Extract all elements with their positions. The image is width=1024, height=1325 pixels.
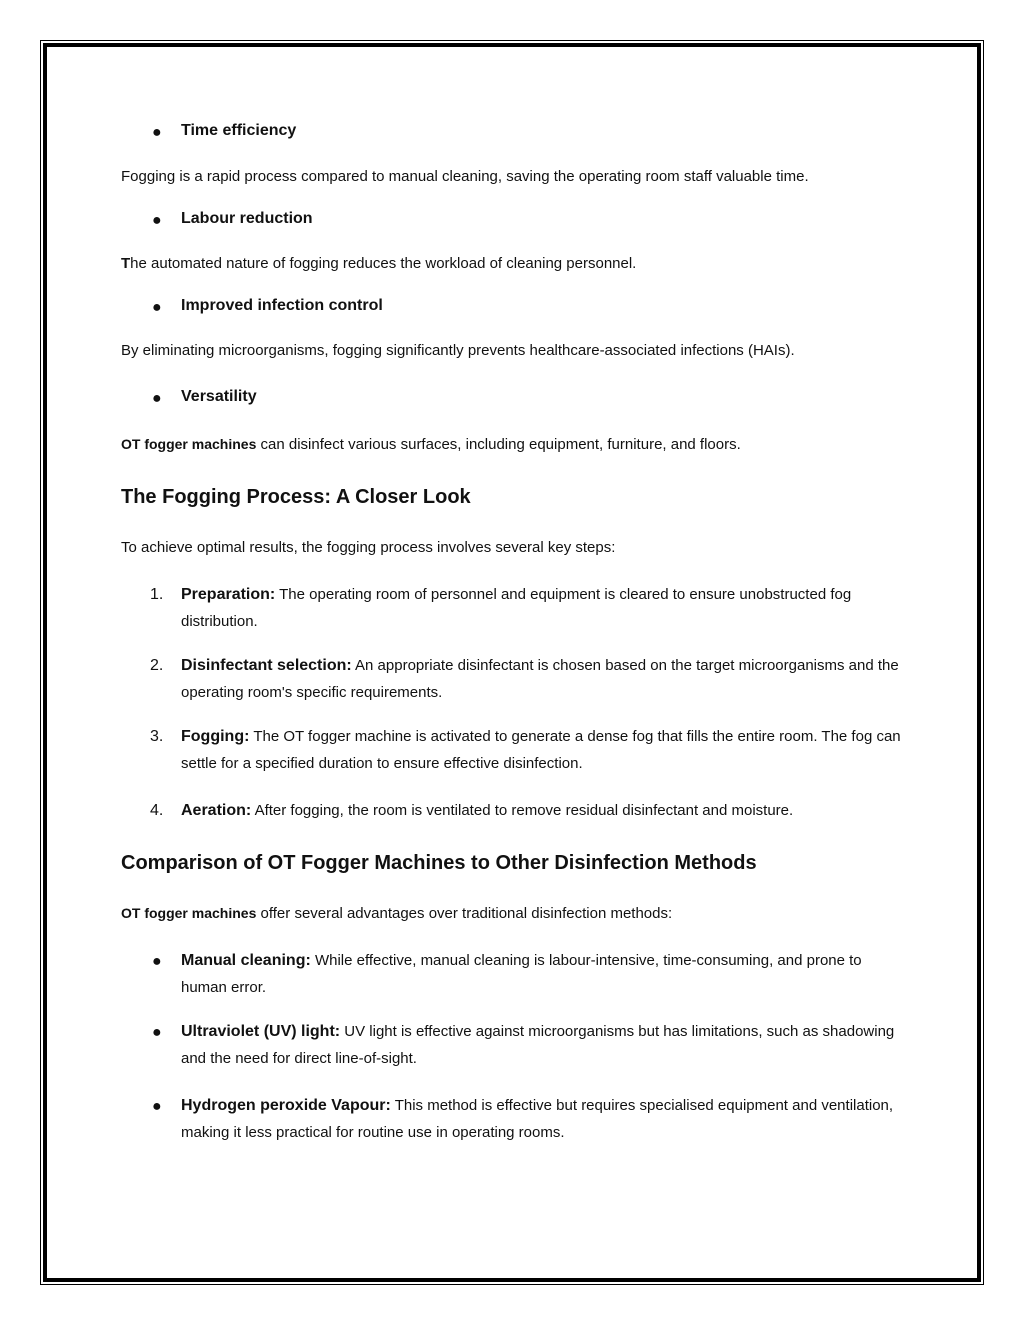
step-item [181,723,911,777]
bullet: ● [152,1024,162,1041]
step-number: 3. [150,728,164,745]
step-label: Fogging: [181,728,250,745]
benefit-body: he automated nature of fogging reduces the workload of cleaning personnel. [130,255,637,272]
benefit-text: By eliminating microorganisms, fogging significantly prevents healthcare-associated infections (HAIs). [121,342,795,359]
method-label: Hydrogen peroxide Vapour: [181,1097,391,1114]
benefit-title: Time efficiency [181,122,297,139]
method-label: Ultraviolet (UV) light: [181,1023,341,1040]
bullet: ● [152,299,162,316]
intro-lead: OT fogger machines [121,905,257,921]
bullet: ● [152,212,162,229]
section-intro: To achieve optimal results, the fogging process involves several key steps: [121,539,616,556]
step-label: Aeration: [181,802,252,819]
benefit-lead: T [121,255,131,272]
method-item [181,947,911,1001]
benefit-text: Fogging is a rapid process compared to manual cleaning, saving the operating room staff valuable time. [121,168,809,185]
method-text: While effective, manual cleaning is labour-intensive, time-consuming, and prone to human error. [181,952,862,996]
method-item [181,1018,911,1072]
step-number: 4. [150,802,164,819]
benefit-lead: OT fogger machines [121,436,257,452]
step-label: Disinfectant selection: [181,657,352,674]
step-item [181,797,911,824]
benefit-title: Labour reduction [181,210,313,227]
bullet: ● [152,390,162,407]
method-text: UV light is effective against microorganisms but has limitations, such as shadowing and the need for direct line-of-sight. [181,1023,895,1067]
method-label: Manual cleaning: [181,952,311,969]
step-number: 1. [150,586,164,603]
benefit-body: can disinfect various surfaces, including equipment, furniture, and floors. [256,436,741,453]
section-heading: The Fogging Process: A Closer Look [121,486,471,508]
intro-body: offer several advantages over traditional disinfection methods: [256,905,673,922]
step-label: Preparation: [181,586,276,603]
method-item [181,1092,911,1146]
benefit-text [121,436,741,453]
benefit-title: Versatility [181,388,257,405]
bullet: ● [152,1098,162,1115]
step-text: After fogging, the room is ventilated to remove residual disinfectant and moisture. [251,802,794,819]
method-text: This method is effective but requires specialised equipment and ventilation, making it less practical for routine use in operating rooms. [181,1097,894,1141]
section-intro [121,905,672,922]
step-item [181,652,911,706]
benefit-text [121,255,636,272]
step-text: The OT fogger machine is activated to generate a dense fog that fills the entire room. The fog can settle for a specified duration to ensure effective disinfection. [181,728,901,772]
step-text: The operating room of personnel and equipment is cleared to ensure unobstructed fog distribution. [181,586,852,630]
section-heading: Comparison of OT Fogger Machines to Other Disinfection Methods [121,852,757,874]
benefit-title: Improved infection control [181,297,383,314]
step-text: An appropriate disinfectant is chosen based on the target microorganisms and the operating room's specific requirements. [181,657,899,701]
bullet: ● [152,953,162,970]
bullet: ● [152,124,162,141]
step-number: 2. [150,657,164,674]
step-item [181,581,911,635]
